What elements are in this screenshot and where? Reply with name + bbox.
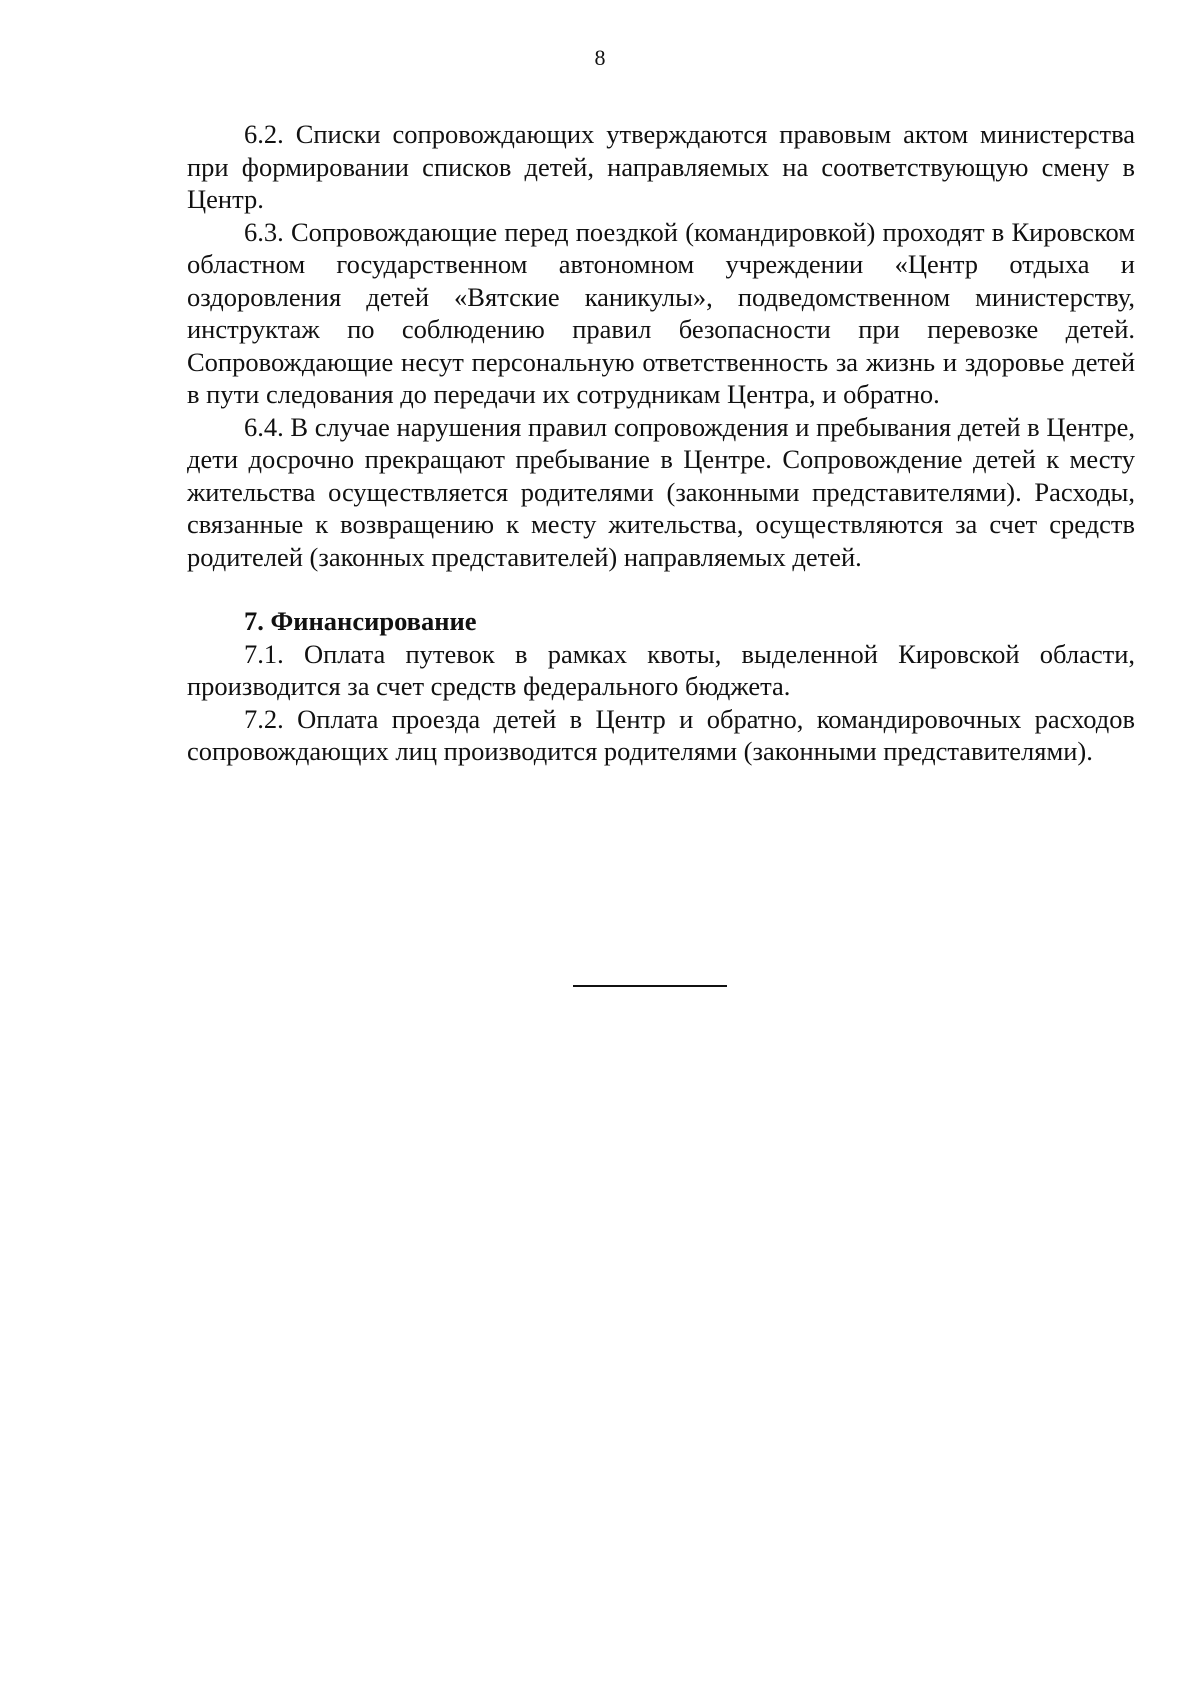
paragraph-6-2: 6.2. Списки сопровождающих утверждаются правовым актом министерства при формировании списков детей, направляемых на соответствующую смену в Центр.: [187, 119, 1135, 214]
paragraph-6-3: 6.3. Сопровождающие перед поездкой (командировкой) проходят в Кировском областном государственном автономном учреждении «Центр отдыха и оздоровления детей «Вятские каникулы», подведомственном министерству, инструктаж по соблюдению правил безопасности при перевозке детей. Сопровождающие несут персональную ответственность за жизнь и здоровье детей в пути следования до передачи их сотрудникам Центра, и обратно.: [187, 216, 1135, 409]
paragraph-7-2: 7.2. Оплата проезда детей в Центр и обратно, командировочных расходов сопровождающих лиц производится родителями (законными представителями).: [187, 703, 1135, 766]
paragraph-6-4: 6.4. В случае нарушения правил сопровождения и пребывания детей в Центре, дети досрочно прекращают пребывание в Центре. Сопровождение детей к месту жительства осуществляется родителями (законными представителями). Расходы, связанные к возвращению к месту жительства, осуществляются за счет средств родителей (законных представителей) направляемых детей.: [187, 411, 1135, 572]
paragraph-7-1: 7.1. Оплата путевок в рамках квоты, выделенной Кировской области, производится за счет средств федерального бюджета.: [187, 638, 1135, 701]
end-of-document-rule: [573, 985, 727, 987]
document-body: [187, 118, 1135, 768]
page-number: 8: [594, 45, 606, 70]
section-heading-financing: 7. Финансирование: [244, 606, 477, 636]
